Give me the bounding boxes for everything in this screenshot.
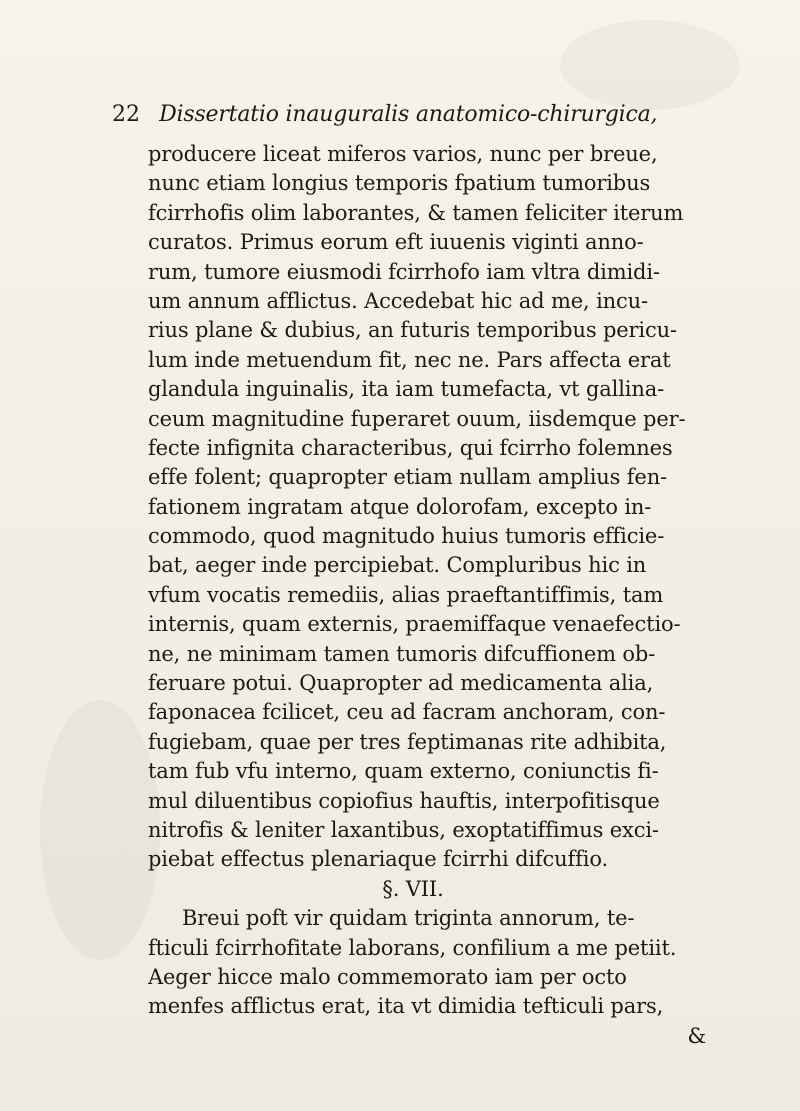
catchword: & <box>687 1023 706 1048</box>
text-line: ceum magnitudine fuperaret ouum, iisdemque per- <box>148 406 686 431</box>
text-line: tam fub vfu interno, quam externo, coniunctis fi- <box>148 759 659 784</box>
text-line: Aeger hicce malo commemorato iam per octo <box>148 964 627 989</box>
running-head <box>112 98 702 132</box>
text-line: faponacea fcilicet, ceu ad facram anchoram, con- <box>148 700 666 725</box>
text-line: curatos. Primus eorum eft iuuenis viginti anno- <box>148 230 644 255</box>
text-line: effe folent; quapropter etiam nullam amplius fen- <box>148 465 668 490</box>
text-line: rius plane & dubius, an futuris temporibus pericu- <box>148 318 677 343</box>
text-line: fticuli fcirrhofitate laborans, confilium a me petiit. <box>148 935 677 960</box>
section-heading: §. VII. <box>382 876 444 901</box>
text-line: ne, ne minimam tamen tumoris difcuffionem ob- <box>148 641 656 666</box>
text-line: glandula inguinalis, ita iam tumefacta, vt gallina- <box>148 377 665 402</box>
text-line: commodo, quod magnitudo huius tumoris efficie- <box>148 524 665 549</box>
text-line: fationem ingratam atque dolorofam, excepto in- <box>148 494 652 519</box>
text-line: mul diluentibus copiofius hauftis, interpofitisque <box>148 788 660 813</box>
text-line: bat, aeger inde percipiebat. Compluribus hic in <box>148 553 647 578</box>
text-line: piebat effectus plenariaque fcirrhi difcuffio. <box>148 847 608 872</box>
text-line: fugiebam, quae per tres feptimanas rite adhibita, <box>148 729 667 754</box>
text-line: feruare potui. Quapropter ad medicamenta alia, <box>148 671 654 696</box>
running-title: Dissertatio inauguralis anatomico-chirurgica, <box>159 102 658 127</box>
text-line: Breui poft vir quidam triginta annorum, te- <box>182 906 635 931</box>
text-line: producere liceat miferos varios, nunc per breue, <box>148 142 658 166</box>
text-line: internis, quam externis, praemiffaque venaefectio- <box>148 612 681 637</box>
text-line: um annum afflictus. Accedebat hic ad me, incu- <box>148 288 648 313</box>
text-line: vfum vocatis remediis, alias praeftantiffimis, tam <box>148 582 664 607</box>
text-line: nunc etiam longius temporis fpatium tumoribus <box>148 171 651 196</box>
text-line: nitrofis & leniter laxantibus, exoptatiffimus exci- <box>148 817 659 842</box>
text-line: menfes afflictus erat, ita vt dimidia tefticuli pars, <box>148 994 664 1019</box>
text-line: lum inde metuendum fit, nec ne. Pars affecta erat <box>148 347 671 372</box>
text-line: fcirrhofis olim laborantes, & tamen feliciter iterum <box>148 200 684 225</box>
paper-stain <box>560 20 740 110</box>
body-text <box>148 140 708 1051</box>
page-number: 22 <box>112 102 140 127</box>
text-line: fecte infignita characteribus, qui fcirrho folemnes <box>148 435 673 460</box>
text-line: rum, tumore eiusmodi fcirrhofo iam vltra dimidi- <box>148 259 660 284</box>
paper-stain <box>40 700 160 960</box>
